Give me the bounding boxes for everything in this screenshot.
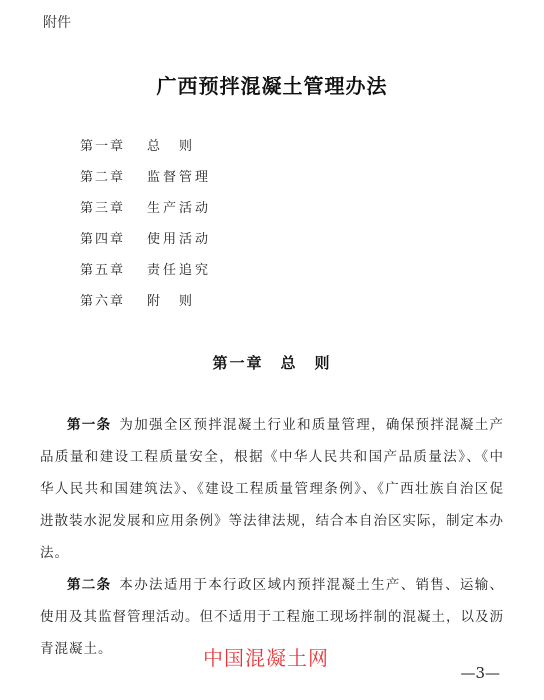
toc-chapter-name: 附 则 <box>147 294 196 309</box>
table-of-contents <box>80 136 211 322</box>
article-text: 为加强全区预拌混凝土行业和质量管理，确保预拌混凝土产品质量和建设工程质量安全，根据《中华人民共和国产品质量法》、《中华人民共和国建筑法》、《建设工程质量管理条例》、《广西壮族自治区促进散装水泥发展和应用条例》等法律法规，结合本自治区实际，制定本办法。 <box>40 417 505 561</box>
article-paragraph <box>40 409 504 569</box>
toc-item <box>80 260 211 291</box>
toc-chapter-number: 第六章 <box>80 294 126 309</box>
chapter-heading: 第一章 总 则 <box>212 354 332 372</box>
page-number: —3— <box>460 664 500 682</box>
document-title: 广西预拌混凝土管理办法 <box>156 74 388 98</box>
toc-chapter-number: 第五章 <box>80 263 126 278</box>
article-label: 第二条 <box>67 577 112 593</box>
toc-item <box>80 291 211 322</box>
toc-item <box>80 136 211 167</box>
attachment-label: 附件 <box>43 15 71 31</box>
toc-chapter-name: 监督管理 <box>147 170 212 185</box>
toc-chapter-name: 生产活动 <box>147 201 212 216</box>
toc-chapter-number: 第二章 <box>80 170 126 185</box>
toc-chapter-name: 使用活动 <box>147 232 212 247</box>
toc-chapter-name: 责任追究 <box>147 263 212 278</box>
toc-item <box>80 198 211 229</box>
toc-chapter-name: 总 则 <box>147 139 196 154</box>
toc-chapter-number: 第四章 <box>80 232 126 247</box>
article-label: 第一条 <box>67 417 112 433</box>
article-text: 本办法适用于本行政区域内预拌混凝土生产、销售、运输、使用及其监督管理活动。但不适用于工程施工现场拌制的混凝土，以及沥青混凝土。 <box>40 577 505 657</box>
toc-item <box>80 167 211 198</box>
toc-chapter-number: 第三章 <box>80 201 126 216</box>
toc-chapter-number: 第一章 <box>80 139 126 154</box>
watermark: 中国混凝土网 <box>203 646 329 670</box>
toc-item <box>80 229 211 260</box>
